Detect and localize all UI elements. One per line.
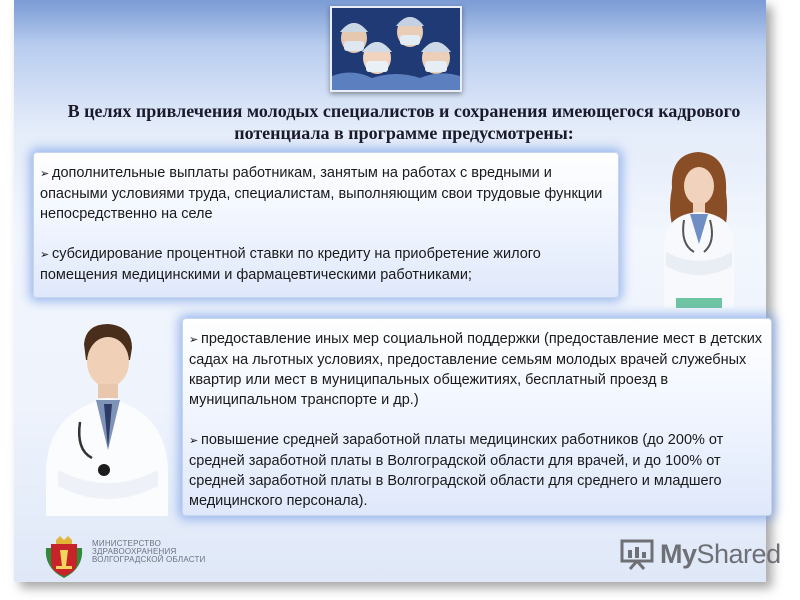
myshared-presentation-icon — [620, 538, 656, 570]
male-doctor-photo — [40, 320, 172, 516]
myshared-logo[interactable] — [620, 536, 781, 572]
list-item: ➢ субсидирование процентной ставки по кредиту на приобретение жилого помещения медицинскими и фармацевтическими работниками; — [40, 246, 541, 283]
arrow-bullet-icon: ➢ — [189, 334, 199, 346]
list-item: ➢ дополнительные выплаты работникам, занятым на работах с вредными и опасными условиями труда, специалистам, выполняющим свои трудовые функции непосредственно на селе — [40, 165, 603, 222]
arrow-bullet-icon: ➢ — [40, 168, 50, 180]
measures-box-1 — [33, 152, 619, 298]
slide-title: В целях привлечения молодых специалистов и сохранения имеющегося кадрового потенциала в программе предусмотрены: — [67, 101, 741, 143]
list-item: ➢ повышение средней заработной платы медицинских работников (до 200% от средней заработной платы в Волгоградской области для врачей, и до 100% от средней заработной платы в Волгоградской области для среднего и младшего медицинского персонала). — [189, 432, 724, 509]
list-item: ➢ предоставление иных мер социальной поддержки (предоставление мест в детских садах на льготных условиях, предоставление семьям молодых врачей служебных квартир или мест в муниципальных общежитиях, бесплатный проезд в муниципальном транспорте и др.) — [189, 331, 763, 408]
female-doctor-photo — [650, 148, 748, 308]
arrow-bullet-icon: ➢ — [189, 435, 199, 447]
volgograd-emblem-icon — [42, 534, 86, 580]
ministry-caption: МИНИСТЕРСТВО ЗДРАВООХРАНЕНИЯ ВОЛГОГРАДСКОЙ ОБЛАСТИ — [92, 539, 206, 564]
arrow-bullet-icon: ➢ — [40, 249, 50, 261]
measures-box-2 — [182, 318, 772, 516]
logo-text: MyShared — [660, 538, 781, 569]
slide — [14, 0, 781, 582]
medical-team-photo — [330, 6, 462, 92]
